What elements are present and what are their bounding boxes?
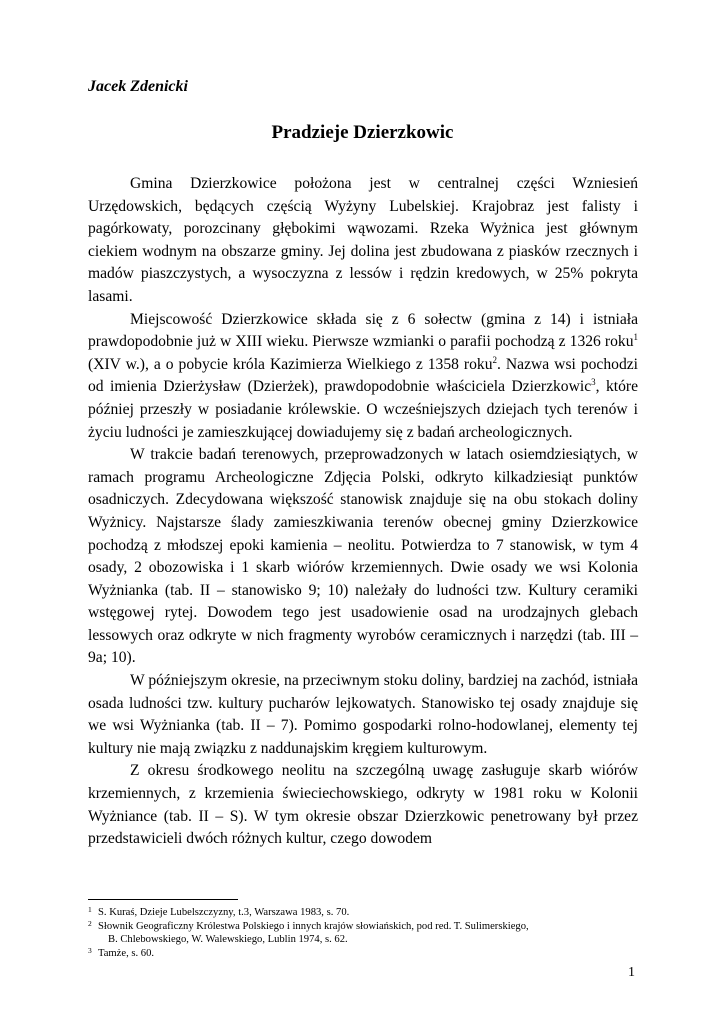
- footnotes: [88, 906, 648, 960]
- body-text: [88, 173, 638, 851]
- paragraph-text: W trakcie badań terenowych, przeprowadzonych w latach osiemdziesiątych, w ramach programu Archeologiczne Zdjęcia Polski, odkryto kilkadziesiąt punktów osadniczych. Zdecydowana większość stanowisk znajduje się na obu stokach doliny Wyżnicy. Najstarsze ślady zamieszkiwania terenów obecnej gminy Dzierzkowice pochodzą z młodszej epoki kamienia – neolitu. Potwierdza to 7 stanowisk, w tym 4 osady, 2 obozowiska i 1 skarb wiórów krzemiennych. Dwie osady we wsi Kolonia Wyżnianka (tab. II – stanowisko 9; 10) należały do ludności tzw. Kultury ceramiki wstęgowej rytej. Dowodem tego jest usadowienie osad na urodzajnych glebach lessowych oraz odkryte w nich fragmenty wyrobów ceramicznych i narzędzi (tab. III – 9a; 10).: [88, 446, 638, 667]
- paragraph-text: . Nazwa wsi pochodzi od imienia Dzierżysław (Dzierżek), prawdopodobnie właściciela Dzierzkowic: [88, 355, 639, 396]
- footnote-reference: 2: [492, 354, 498, 365]
- page-number: 1: [628, 965, 635, 980]
- paragraph: [88, 444, 638, 670]
- paragraph-text: Miejscowość Dzierzkowice składa się z 6 sołectw (gmina z 14) i istniała prawdopodobnie już w XIII wieku. Pierwsze wzmianki o parafii pochodzą z 1326 roku: [88, 310, 638, 351]
- footnote: [88, 920, 648, 947]
- paragraph: [88, 309, 638, 445]
- paragraph: [88, 173, 638, 309]
- footnote-text: Słownik Geograficzny Królestwa Polskiego i innych krajów słowiańskich, pod red. T. Sulimerskiego,: [98, 920, 529, 932]
- footnote-reference: 1: [633, 332, 638, 343]
- author-name: Jacek Zdenicki: [88, 78, 188, 95]
- paragraph-text: (XIV w.), a o pobycie króla Kazimierza Wielkiego z 1358 roku: [88, 355, 493, 373]
- footnote-separator: [88, 899, 238, 900]
- paragraph: [88, 670, 638, 760]
- paragraph-text: Z okresu środkowego neolitu na szczególną uwagę zasługuje skarb wiórów krzemiennych, z krzemienia świeciechowskiego, odkryty w 1981 roku w Kolonii Wyżniance (tab. II – S). W tym okresie obszar Dzierzkowic penetrowany był przez przedstawicieli dwóch różnych kultur, czego dowodem: [88, 762, 638, 848]
- footnote-number: 2: [88, 918, 92, 928]
- paragraph: [88, 760, 638, 850]
- paragraph-text: , które później przeszły w posiadanie królewskie. O wcześniejszych dziejach tych terenów i życiu ludności je zamieszkującej dowiadujemy się z badań archeologicznych.: [88, 378, 638, 441]
- footnote-number: 3: [88, 945, 92, 955]
- footnote-reference: 3: [591, 377, 596, 388]
- footnote-text: S. Kuraś, Dzieje Lubelszczyzny, t.3, Warszawa 1983, s. 70.: [98, 907, 350, 918]
- footnote-number: 1: [88, 905, 92, 914]
- paragraph-text: W późniejszym okresie, na przeciwnym stoku doliny, bardziej na zachód, istniała osada ludności tzw. kultury pucharów lejkowatych. Stanowisko tej osady znajduje się we wsi Wyżnianka (tab. II – 7). Pomimo gospodarki rolno-hodowlanej, elementy tej kultury nie mają związku z naddunajskim kręgiem kulturowym.: [88, 672, 638, 757]
- paragraph-text: Gmina Dzierzkowice położona jest w centralnej części Wzniesień Urzędowskich, będących częścią Wyżyny Lubelskiej. Krajobraz jest falisty i pagórkowaty, porozcinany głębokimi wąwozami. Rzeka Wyżnica jest głównym ciekiem wodnym na obszarze gminy. Jej dolina jest zbudowana z piasków rzecznych i madów piaszczystych, a wysoczyzna z lessów i rędzin kredowych, w 25% pokryta lasami.: [88, 175, 638, 305]
- footnote: [88, 906, 648, 920]
- document-title: Pradzieje Dzierzkowic: [271, 122, 454, 143]
- footnote: [88, 947, 648, 961]
- footnote-text: B. Chlebowskiego, W. Walewskiego, Lublin 1974, s. 62.: [108, 934, 348, 946]
- footnote-text: Tamże, s. 60.: [98, 947, 155, 959]
